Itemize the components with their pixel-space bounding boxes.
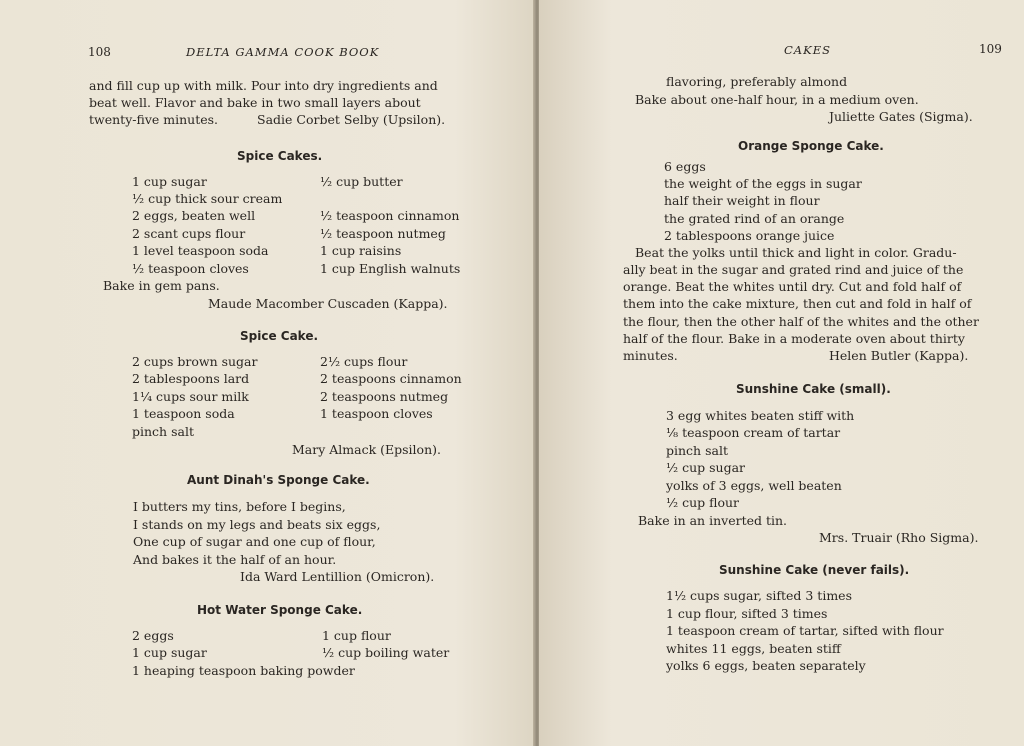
ingredient: ½ teaspoon nutmeg bbox=[320, 226, 446, 241]
ingredient: 2 eggs bbox=[132, 628, 174, 643]
ingredient: 1½ cups sugar, sifted 3 times bbox=[666, 588, 852, 603]
ingredient: 1 cup English walnuts bbox=[320, 261, 461, 276]
right-page bbox=[539, 0, 1024, 746]
ingredient: 1 teaspoon soda bbox=[132, 406, 235, 421]
verse-line: I butters my tins, before I begins, bbox=[133, 499, 346, 514]
text-line: beat well. Flavor and bake in two small layers about bbox=[89, 95, 421, 110]
text-line: flavoring, preferably almond bbox=[666, 74, 848, 89]
ingredient: 1 level teaspoon soda bbox=[132, 243, 269, 258]
verse-line: I stands on my legs and beats six eggs, bbox=[133, 517, 381, 532]
page-number: 109 bbox=[979, 42, 1002, 56]
ingredient: 3 egg whites beaten stiff with bbox=[666, 408, 855, 423]
recipe-author: Maude Macomber Cuscaden (Kappa). bbox=[208, 296, 448, 311]
ingredient: ½ cup sugar bbox=[666, 460, 746, 475]
ingredient: 2 cups brown sugar bbox=[132, 354, 258, 369]
text-line: and fill cup up with milk. Pour into dry ingredients and bbox=[89, 78, 438, 93]
running-head: DELTA GAMMA COOK BOOK bbox=[186, 45, 380, 59]
ingredient: ½ cup butter bbox=[320, 174, 403, 189]
ingredient: the grated rind of an orange bbox=[664, 211, 845, 226]
ingredient: yolks 6 eggs, beaten separately bbox=[666, 658, 866, 673]
recipe-title: Spice Cake. bbox=[240, 329, 319, 343]
recipe-title: Orange Sponge Cake. bbox=[738, 139, 884, 153]
recipe-author: Sadie Corbet Selby (Upsilon). bbox=[257, 112, 446, 127]
ingredient: 2 teaspoons nutmeg bbox=[320, 389, 449, 404]
method-line: orange. Beat the whites until dry. Cut and fold half of bbox=[623, 279, 962, 294]
ingredient: 2½ cups flour bbox=[320, 354, 408, 369]
ingredient: ½ cup boiling water bbox=[322, 645, 450, 660]
page-number: 108 bbox=[88, 45, 111, 59]
method-line: minutes. bbox=[623, 348, 678, 363]
ingredient: 1 cup sugar bbox=[132, 174, 207, 189]
ingredient: ⅛ teaspoon cream of tartar bbox=[666, 425, 841, 440]
recipe-title: Sunshine Cake (never fails). bbox=[719, 563, 910, 577]
ingredient: 1¼ cups sour milk bbox=[132, 389, 249, 404]
ingredient: ½ teaspoon cinnamon bbox=[320, 208, 460, 223]
recipe-method: Bake in an inverted tin. bbox=[638, 513, 788, 528]
method-line: them into the cake mixture, then cut and fold in half of bbox=[623, 296, 972, 311]
ingredient: 2 tablespoons lard bbox=[132, 371, 250, 386]
method-line: Beat the yolks until thick and light in color. Gradu- bbox=[635, 245, 957, 260]
verse-line: And bakes it the half of an hour. bbox=[133, 552, 337, 567]
recipe-author: Mrs. Truair (Rho Sigma). bbox=[819, 530, 979, 545]
ingredient: ½ teaspoon cloves bbox=[132, 261, 249, 276]
ingredient: 2 teaspoons cinnamon bbox=[320, 371, 462, 386]
text-line: twenty-five minutes. bbox=[89, 112, 219, 127]
ingredient: pinch salt bbox=[666, 443, 728, 458]
recipe-title: Sunshine Cake (small). bbox=[736, 382, 891, 396]
ingredient: pinch salt bbox=[132, 424, 194, 439]
text-line: Bake about one-half hour, in a medium oven. bbox=[635, 92, 919, 107]
ingredient: 1 heaping teaspoon baking powder bbox=[132, 663, 355, 678]
method-line: ally beat in the sugar and grated rind and juice of the bbox=[623, 262, 964, 277]
ingredient: yolks of 3 eggs, well beaten bbox=[666, 478, 842, 493]
ingredient: ½ cup thick sour cream bbox=[132, 191, 283, 206]
recipe-method: Bake in gem pans. bbox=[103, 278, 220, 293]
ingredient: 6 eggs bbox=[664, 159, 706, 174]
recipe-author: Helen Butler (Kappa). bbox=[829, 348, 969, 363]
method-line: the flour, then the other half of the whites and the other bbox=[623, 314, 979, 329]
ingredient: whites 11 eggs, beaten stiff bbox=[666, 641, 841, 656]
ingredient: 2 scant cups flour bbox=[132, 226, 246, 241]
recipe-author: Ida Ward Lentillion (Omicron). bbox=[240, 569, 435, 584]
recipe-title: Spice Cakes. bbox=[237, 149, 323, 163]
ingredient: the weight of the eggs in sugar bbox=[664, 176, 862, 191]
ingredient: 1 cup flour, sifted 3 times bbox=[666, 606, 828, 621]
ingredient: 2 eggs, beaten well bbox=[132, 208, 256, 223]
ingredient: half their weight in flour bbox=[664, 193, 820, 208]
ingredient: 1 teaspoon cloves bbox=[320, 406, 433, 421]
ingredient: 1 cup flour bbox=[322, 628, 391, 643]
ingredient: 1 teaspoon cream of tartar, sifted with flour bbox=[666, 623, 944, 638]
ingredient: 1 cup raisins bbox=[320, 243, 402, 258]
verse-line: One cup of sugar and one cup of flour, bbox=[133, 534, 376, 549]
recipe-title: Aunt Dinah's Sponge Cake. bbox=[187, 473, 370, 487]
running-head: CAKES bbox=[784, 43, 831, 57]
recipe-author: Juliette Gates (Sigma). bbox=[829, 109, 973, 124]
ingredient: ½ cup flour bbox=[666, 495, 740, 510]
recipe-title: Hot Water Sponge Cake. bbox=[197, 603, 363, 617]
recipe-author: Mary Almack (Epsilon). bbox=[292, 442, 441, 457]
method-line: half of the flour. Bake in a moderate oven about thirty bbox=[623, 331, 965, 346]
ingredient: 2 tablespoons orange juice bbox=[664, 228, 835, 243]
ingredient: 1 cup sugar bbox=[132, 645, 207, 660]
